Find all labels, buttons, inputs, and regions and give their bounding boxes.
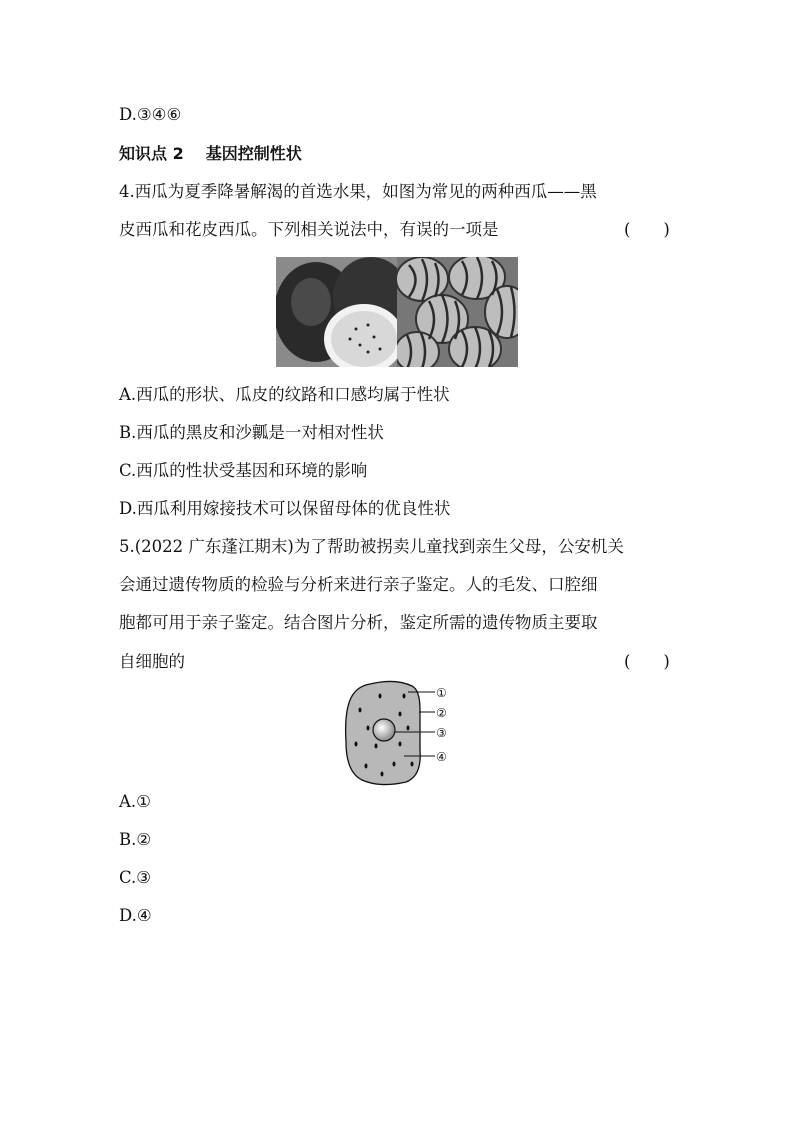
q5-option-b: B.② [119, 830, 152, 849]
label-4: ④ [436, 750, 447, 764]
section-heading [119, 143, 302, 165]
previous-option-d: D.③④⑥ [119, 105, 182, 124]
q5-option-d: D.④ [119, 906, 152, 925]
q4-option-d: D.西瓜利用嫁接技术可以保留母体的优良性状 [119, 499, 451, 518]
q5-answer-blank: ( ) [624, 652, 670, 671]
q4-option-c: C.西瓜的性状受基因和环境的影响 [119, 461, 368, 480]
q5-option-c: C.③ [119, 868, 152, 887]
q4-answer-blank: ( ) [624, 220, 670, 239]
q4-stem-line1: 4.西瓜为夏季降暑解渴的首选水果，如图为常见的两种西瓜——黑 [119, 182, 597, 201]
q4-stem-line2: 皮西瓜和花皮西瓜。下列相关说法中，有误的一项是 [119, 220, 499, 239]
q5-stem-line1: 5.(2022 广东蓬江期末)为了帮助被拐卖儿童找到亲生父母，公安机关 [119, 537, 624, 556]
section-title: 基因控制性状 [205, 144, 302, 163]
striped-watermelon-photo [397, 257, 518, 367]
q4-option-a: A.西瓜的形状、瓜皮的纹路和口感均属于性状 [119, 385, 450, 404]
cell-nucleus [373, 719, 395, 741]
q5-stem-line3: 胞都可用于亲子鉴定。结合图片分析，鉴定所需的遗传物质主要取 [119, 613, 598, 632]
q5-option-a: A.① [119, 792, 151, 811]
cell-svg [340, 680, 470, 790]
section-number: 知识点 2 [119, 144, 184, 163]
q5-stem-line2: 会通过遗传物质的检验与分析来进行亲子鉴定。人的毛发、口腔细 [119, 575, 598, 594]
label-2: ② [436, 706, 447, 720]
q4-option-b: B.西瓜的黑皮和沙瓤是一对相对性状 [119, 423, 384, 442]
label-3: ③ [436, 726, 447, 740]
q5-stem-line4: 自细胞的 [119, 652, 185, 671]
animal-cell-diagram [340, 680, 470, 794]
black-watermelon-photo [276, 257, 397, 367]
label-1: ① [436, 686, 447, 700]
